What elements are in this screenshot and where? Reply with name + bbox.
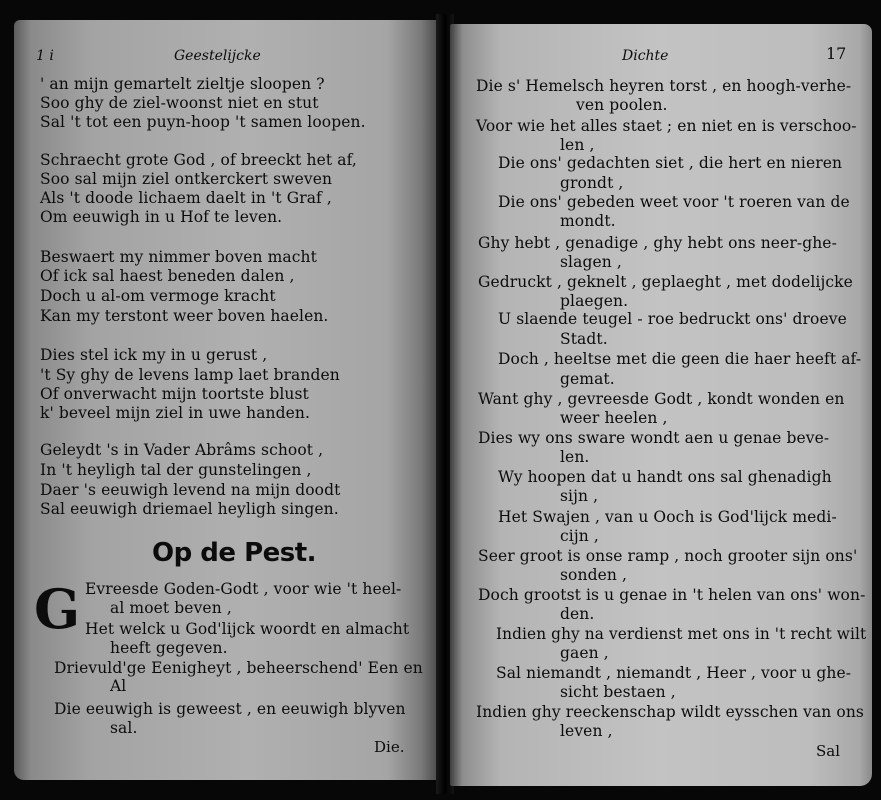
left-line: Beswaert my nimmer boven macht bbox=[40, 248, 317, 266]
left-section-line: Die eeuwigh is geweest , en eeuwigh blyven bbox=[54, 700, 406, 718]
right-line: Indien ghy na verdienst met ons in 't recht wilt bbox=[496, 625, 867, 643]
right-catchword: Sal bbox=[816, 742, 841, 760]
left-section-line: Evreesde Goden-Godt , voor wie 't heel- bbox=[85, 580, 402, 598]
left-line: Dies stel ick my in u gerust , bbox=[40, 346, 268, 364]
right-line: Wy hoopen dat u handt ons sal ghenadigh bbox=[498, 468, 832, 486]
right-line: Stadt. bbox=[560, 330, 608, 348]
right-line: len. bbox=[560, 448, 590, 466]
right-line: Voor wie het alles staet ; en niet en is verschoo- bbox=[476, 117, 857, 135]
right-line: len , bbox=[560, 136, 595, 154]
right-line: U slaende teugel - roe bedruckt ons' droeve bbox=[498, 310, 847, 328]
left-line: 't Sy ghy de levens lamp laet branden bbox=[40, 366, 340, 384]
right-line: gemat. bbox=[560, 370, 615, 388]
right-line: leven , bbox=[560, 722, 613, 740]
section-title: Op de Pest. bbox=[152, 538, 317, 568]
right-line: sicht bestaen , bbox=[560, 683, 676, 701]
left-line: ' an mijn gemartelt zieltje sloopen ? bbox=[40, 75, 325, 93]
right-line: Het Swajen , van u Ooch is God'lijck medi- bbox=[498, 508, 837, 526]
right-line: Die ons' gebeden weet voor 't roeren van de bbox=[498, 193, 850, 211]
left-section-line: heeft gegeven. bbox=[110, 639, 228, 657]
left-line: Of ick sal haest beneden dalen , bbox=[40, 267, 295, 285]
left-line: Soo sal mijn ziel ontkerckert sweven bbox=[40, 170, 333, 188]
drop-cap: G bbox=[34, 577, 81, 641]
left-line: Kan my terstont weer boven haelen. bbox=[40, 307, 329, 325]
right-line: Sal niemandt , niemandt , Heer , voor u ghe- bbox=[496, 664, 852, 682]
right-line: Want ghy , gevreesde Godt , kondt wonden en bbox=[478, 390, 845, 408]
left-line: k' beveel mijn ziel in uwe handen. bbox=[40, 404, 311, 422]
right-line: Die ons' gedachten siet , die hert en nieren bbox=[498, 154, 843, 172]
right-page-number: 17 bbox=[826, 44, 847, 63]
right-line: mondt. bbox=[560, 212, 616, 230]
right-line: ven poolen. bbox=[576, 96, 668, 114]
right-line: weer heelen , bbox=[560, 409, 668, 427]
left-line: Schraecht grote God , of breeckt het af, bbox=[40, 151, 357, 169]
right-line: grondt , bbox=[560, 174, 624, 192]
right-line: Seer groot is onse ramp , noch grooter sijn ons' bbox=[478, 547, 858, 565]
right-line: Ghy hebt , genadige , ghy hebt ons neer-ghe- bbox=[478, 234, 837, 252]
right-line: sijn , bbox=[560, 487, 599, 505]
left-line: Sal 't tot een puyn-hoop 't samen loopen. bbox=[40, 113, 366, 131]
left-line: In 't heyligh tal der gunstelingen , bbox=[40, 461, 312, 479]
right-line: Die s' Hemelsch heyren torst , en hoogh-verhe- bbox=[476, 77, 852, 95]
right-line: cijn , bbox=[560, 527, 599, 545]
left-line: Als 't doode lichaem daelt in 't Graf , bbox=[40, 189, 332, 207]
left-line: Doch u al-om vermoge kracht bbox=[40, 287, 276, 305]
right-line: slagen , bbox=[560, 253, 622, 271]
right-line: Gedruckt , geknelt , geplaeght , met dodelijcke bbox=[478, 273, 853, 291]
left-line: Om eeuwigh in u Hof te leven. bbox=[40, 208, 283, 226]
left-page-number: 1 i bbox=[36, 48, 54, 64]
left-section-line: Drievuld'ge Eenigheyt , beheerschend' Een en bbox=[54, 659, 423, 677]
right-line: Doch , heeltse met die geen die haer heeft af- bbox=[498, 350, 862, 368]
left-line: Geleydt 's in Vader Abrâms schoot , bbox=[40, 441, 324, 459]
left-section-line: sal. bbox=[110, 719, 138, 737]
left-line: Sal eeuwigh driemael heyligh singen. bbox=[40, 500, 339, 518]
right-line: sonden , bbox=[560, 566, 628, 584]
left-line: Of onverwacht mijn toortste blust bbox=[40, 385, 309, 403]
left-running-head: Geestelijcke bbox=[174, 48, 261, 64]
right-line: plaegen. bbox=[560, 292, 629, 310]
right-running-head: Dichte bbox=[622, 48, 669, 64]
right-line: Indien ghy reeckenschap wildt eysschen van ons bbox=[476, 703, 864, 721]
right-line: Dies wy ons sware wondt aen u genae beve- bbox=[478, 429, 830, 447]
right-line: den. bbox=[560, 605, 595, 623]
left-line: Soo ghy de ziel-woonst niet en stut bbox=[40, 94, 319, 112]
left-section-line: Al bbox=[110, 677, 127, 695]
right-line: Doch grootst is u genae in 't helen van ons' won- bbox=[478, 586, 866, 604]
left-section-line: al moet beven , bbox=[110, 599, 232, 617]
left-section-line: Het welck u God'lijck woordt en almacht bbox=[85, 620, 410, 638]
left-catchword: Die. bbox=[374, 738, 405, 756]
right-line: gaen , bbox=[560, 644, 609, 662]
left-line: Daer 's eeuwigh levend na mijn doodt bbox=[40, 481, 341, 499]
